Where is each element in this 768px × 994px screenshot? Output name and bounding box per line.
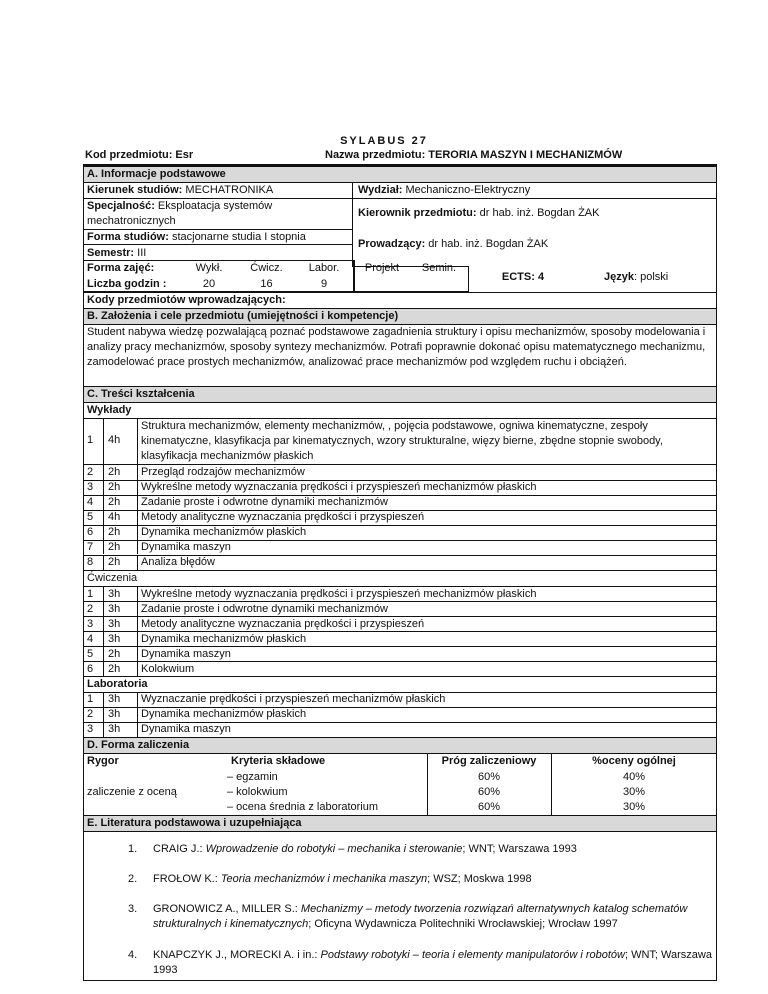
section-c-heading: C. Treści kształcenia xyxy=(87,388,195,400)
cwiczenie-4-num: 4 xyxy=(87,633,94,645)
wyklad-1-hours: 4h xyxy=(108,434,121,446)
section-d-heading: D. Forma zaliczenia xyxy=(87,739,190,751)
cwiczenie-1-topic: Wykreślne metody wyznaczania prędkości i przyspieszeń mechanizmów płaskich xyxy=(141,588,537,600)
wyklad-6-hours: 2h xyxy=(108,526,121,538)
wyklad-2-topic: Przegląd rodzajów mechanizmów xyxy=(141,466,305,478)
cwiczenie-2-topic: Zadanie proste i odwrotne dynamiki mechanizmów xyxy=(141,603,389,615)
wyklad-5-num: 5 xyxy=(87,511,94,523)
col-seminarium: Semin. xyxy=(421,262,457,274)
wyklad-4-hours: 2h xyxy=(108,496,121,508)
subject-header xyxy=(83,148,717,164)
wyklad-2-num: 2 xyxy=(87,466,94,478)
specjalnosc: Specjalność: Eksploatacja systemów xyxy=(87,200,273,212)
liczba-godzin-label: Liczba godzin : xyxy=(87,278,167,290)
cwiczenie-4-hours: 3h xyxy=(108,633,121,645)
lit-3-num: 3. xyxy=(128,903,138,915)
hours-cwiczenia: 16 xyxy=(260,278,273,290)
lab-3-num: 3 xyxy=(87,723,94,735)
lab-2-num: 2 xyxy=(87,708,94,720)
forma-studiow: Forma studiów: stacjonarne studia I stopnia xyxy=(87,231,306,243)
kierunek: Kierunek studiów: MECHATRONIKA xyxy=(87,184,274,196)
kryteria-label: Kryteria składowe xyxy=(231,755,326,767)
cwiczenie-3-topic: Metody analityczne wyznaczania prędkości i przyspieszeń xyxy=(141,618,425,630)
prowadzacy: Prowadzący: dr hab. inż. Bogdan ŻAK xyxy=(358,238,549,250)
wyklad-3-num: 3 xyxy=(87,481,94,493)
wyklad-1-num: 1 xyxy=(87,434,94,446)
ocena-2: 30% xyxy=(622,786,646,798)
kody-wprowadzajace: Kody przedmiotów wprowadzających: xyxy=(87,294,286,306)
wyklad-7-topic: Dynamika maszyn xyxy=(141,541,231,553)
wyklad-5-hours: 4h xyxy=(108,511,121,523)
syllabus-title: SYLABUS 27 xyxy=(340,135,428,147)
section-e-heading: E. Literatura podstawowa i uzupełniająca xyxy=(87,817,302,829)
semestr: Semestr: III xyxy=(87,247,147,259)
laboratoria-label: Laboratoria xyxy=(87,678,148,690)
col-wyklady: Wykł. xyxy=(195,262,223,274)
lit-2: FROŁOW K.: Teoria mechanizmów i mechanika maszyn; WSZ; Moskwa 1998 xyxy=(153,873,532,885)
kierownik: Kierownik przedmiotu: dr hab. inż. Bogdan ŻAK xyxy=(358,207,600,219)
wyklad-3-hours: 2h xyxy=(108,481,121,493)
ects: ECTS: 4 xyxy=(501,271,545,283)
wyklad-8-topic: Analiza błędów xyxy=(141,556,215,568)
col-projekt: Projekt xyxy=(364,262,400,274)
cwiczenie-1-hours: 3h xyxy=(108,588,121,600)
rygor-value: zaliczenie z oceną xyxy=(87,786,177,798)
cwiczenie-1-num: 1 xyxy=(87,588,94,600)
wyklad-4-topic: Zadanie proste i odwrotne dynamiki mechanizmów xyxy=(141,496,389,508)
kryterium-1: – egzamin xyxy=(227,771,278,783)
lit-3: GRONOWICZ A., MILLER S.: Mechanizmy – metody tworzenia rozwiązań alternatywnych katalog schematów strukturalnych i kinematycznych; Oficyna Wydawnicza Politechniki Wrocławskiej; Wrocław 1997 xyxy=(153,903,688,930)
cwiczenie-4-topic: Dynamika mechanizmów płaskich xyxy=(141,633,307,645)
cwiczenie-2-num: 2 xyxy=(87,603,94,615)
rygor-label: Rygor xyxy=(87,755,119,767)
forma-zajec-label: Forma zajęć: xyxy=(87,262,155,274)
lab-2-hours: 3h xyxy=(108,708,121,720)
cwiczenie-6-topic: Kolokwium xyxy=(141,663,195,675)
wyklad-8-num: 8 xyxy=(87,556,94,568)
subject-code: Kod przedmiotu: Esr xyxy=(85,149,194,161)
wydzial: Wydział: Mechaniczno-Elektryczny xyxy=(358,184,531,196)
lab-1-hours: 3h xyxy=(108,693,121,705)
lab-3-topic: Dynamika maszyn xyxy=(141,723,231,735)
cwiczenie-5-hours: 2h xyxy=(108,648,121,660)
literature-list xyxy=(83,830,717,990)
ocena-1: 40% xyxy=(622,771,646,783)
subject-name: Nazwa przedmiotu: TERORIA MASZYN I MECHANIZMÓW xyxy=(325,149,623,161)
cwiczenia-label: Ćwiczenia xyxy=(87,572,138,584)
wyklad-4-num: 4 xyxy=(87,496,94,508)
wyklad-7-num: 7 xyxy=(87,541,94,553)
ocena-3: 30% xyxy=(622,801,646,813)
lit-2-num: 2. xyxy=(128,873,138,885)
kryterium-3: – ocena średnia z laboratorium xyxy=(227,801,379,813)
prog-2: 60% xyxy=(477,786,501,798)
cwiczenie-3-hours: 3h xyxy=(108,618,121,630)
cwiczenie-6-num: 6 xyxy=(87,663,94,675)
wyklad-5-topic: Metody analityczne wyznaczania prędkości i przyspieszeń xyxy=(141,511,425,523)
lit-4: KNAPCZYK J., MORECKI A. i in.: Podstawy robotyki – teoria i elementy manipulatorów i robotów; WNT; Warszawa 1993 xyxy=(153,949,712,976)
jezyk: Język: polski xyxy=(604,271,669,283)
section-b-heading: B. Założenia i cele przedmiotu (umiejętności i kompetencje) xyxy=(87,310,399,322)
lit-1-num: 1. xyxy=(128,843,138,855)
ocena-label: %oceny ogólnej xyxy=(592,755,676,767)
prog-3: 60% xyxy=(477,801,501,813)
lab-1-topic: Wyznaczanie prędkości i przyspieszeń mechanizmów płaskich xyxy=(141,693,446,705)
wyklad-6-topic: Dynamika mechanizmów płaskich xyxy=(141,526,307,538)
lab-2-topic: Dynamika mechanizmów płaskich xyxy=(141,708,307,720)
hours-laboratoria: 9 xyxy=(320,278,328,290)
lit-4-num: 4. xyxy=(128,949,138,961)
syllabus-table xyxy=(83,166,717,832)
hours-wyklady: 20 xyxy=(202,278,216,290)
wyklad-8-hours: 2h xyxy=(108,556,121,568)
cwiczenie-3-num: 3 xyxy=(87,618,94,630)
col-cwiczenia: Ćwicz. xyxy=(250,262,283,274)
wyklady-label: Wykłady xyxy=(87,404,132,416)
lab-1-num: 1 xyxy=(87,693,94,705)
specjalnosc-cont: mechatronicznych xyxy=(87,215,176,227)
kryterium-2: – kolokwium xyxy=(227,786,288,798)
col-laboratoria: Labor. xyxy=(308,262,340,274)
section-a-heading: A. Informacje podstawowe xyxy=(87,168,226,180)
cwiczenie-5-num: 5 xyxy=(87,648,94,660)
cwiczenie-5-topic: Dynamika maszyn xyxy=(141,648,231,660)
cwiczenie-2-hours: 3h xyxy=(108,603,121,615)
prog-label: Próg zaliczeniowy xyxy=(441,755,537,767)
lab-3-hours: 3h xyxy=(108,723,121,735)
wyklad-2-hours: 2h xyxy=(108,466,121,478)
lit-1: CRAIG J.: Wprowadzenie do robotyki – mechanika i sterowanie; WNT; Warszawa 1993 xyxy=(153,843,577,855)
wyklad-3-topic: Wykreślne metody wyznaczania prędkości i przyspieszeń mechanizmów płaskich xyxy=(141,481,537,493)
section-b-text: Student nabywa wiedzę pozwalającą poznać podstawowe zagadnienia struktury i opisu mechanizmów, sposoby modelowania i analizy pracy mechanizmów, sposoby syntezy mechanizmów. Potrafi poprawnie dokonać opisu matematycznego mechanizmu, zamodelować prace prostych mechanizmów, analizować prace mechanizmów pod względem ruchu i obciążeń. xyxy=(87,326,706,368)
wyklad-1-topic: Struktura mechanizmów, elementy mechanizmów, , pojęcia podstawowe, ogniwa kinematyczne, zespoły kinematyczne, klasyfikacja par kinematycznych, wzory strukturalne, więzy bierne, zbędne stopnie swobody, klasyfikacja mechanizmów płaskich xyxy=(141,420,663,462)
wyklad-6-num: 6 xyxy=(87,526,94,538)
cwiczenie-6-hours: 2h xyxy=(108,663,121,675)
prog-1: 60% xyxy=(477,771,501,783)
wyklad-7-hours: 2h xyxy=(108,541,121,553)
